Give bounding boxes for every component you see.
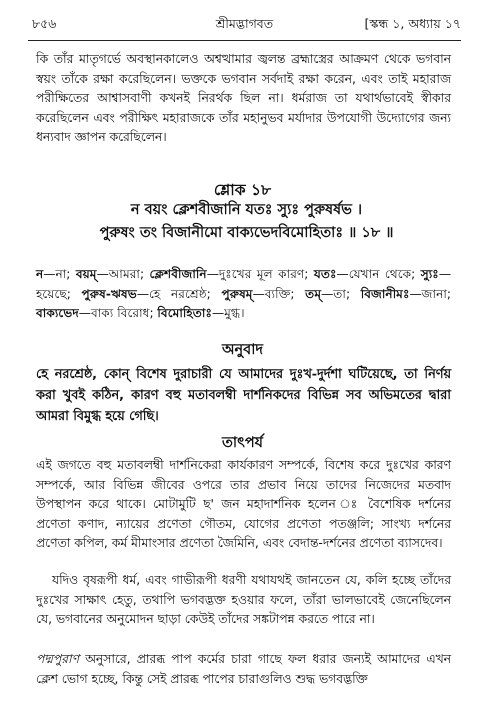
synonym-word: পুরুষম্ <box>221 286 253 301</box>
purport-paragraph-3 <box>36 650 451 689</box>
synonym-meaning: —না; <box>43 267 76 281</box>
scripture-reference: পদ্মপুরাণ <box>36 652 80 666</box>
synonym-word: স্যুঃ <box>420 267 439 281</box>
synonym-word: যতঃ <box>313 267 337 281</box>
purport-paragraph-1: এই জগতে বহু মতাবলম্বী দার্শনিকেরা কার্যকারণ সম্পর্কে, বিশেষ করে দুঃখের কারণ সম্পর্কে, আর বিভিন্ন জীবের ওপরে তার প্রভাব নিয়ে তাদের নিজেদের মতবাদ উপস্থাপন করে থাকে। মোটামুটি ছ' জন মহাদার্শনিক হলেন ঃ বৈশেষিক দর্শনের প্রণেতা কণাদ, ন্যায়ের প্রণেতা গৌতম, যোগের প্রণেতা পতঞ্জলি; সাংখ্য দর্শনের প্রণেতা কপিল, কর্ম মীমাংসার প্রণেতা জৈমিনি, এবং বেদান্ত-দর্শনের প্রণেতা ব্যাসদেব। <box>36 458 451 550</box>
word-meanings <box>36 265 451 324</box>
book-title: শ্রীমদ্ভাগবত <box>215 16 274 31</box>
header-divider <box>28 40 461 41</box>
synonym-word: ক্লেশবীজানি <box>149 267 207 281</box>
synonym-meaning: —জানা; <box>409 286 451 301</box>
synonym-word: বয়ম্ <box>75 267 97 281</box>
synonym-word: বাক্যভেদ <box>36 306 79 320</box>
synonym-meaning: —মুগ্ধ। <box>211 306 245 320</box>
synonym-word: ন <box>36 267 44 281</box>
synonym-meaning: —ব্যক্তি; <box>252 286 306 301</box>
verse-line-1: ন বয়ং ক্লেশবীজানি যতঃ স্যুঃ পুরুষর্ষভ । <box>130 202 363 218</box>
synonym-meaning: —যেখান থেকে; <box>336 267 421 281</box>
synonym-meaning: —হে নরশ্রেষ্ঠ; <box>136 286 222 301</box>
synonym-word: বিজানীমঃ <box>360 286 410 301</box>
verse-text <box>40 199 453 245</box>
translation-heading: অনুবাদ <box>221 342 264 358</box>
synonym-meaning: —তা; <box>321 286 361 301</box>
synonym-meaning: —বাক্য বিরোধ; <box>78 306 158 320</box>
purport-paragraph-2: যদিও বৃষরূপী ধর্ম, এবং গাভীরূপী ধরণী যথাযথই জানতেন যে, কলি হচ্ছে তাঁদের দুঃখের সাক্ষাৎ হেতু, তথাপি ভগবদ্ভক্ত হওয়ার ফলে, তাঁরা ভালভাবেই জেনেছিলেন যে, ভগবানের অনুমোদন ছাড়া কেউই তাঁদের সঙ্কটাপন্ন করতে পারে না। <box>36 573 451 626</box>
purport-continued-paragraph: কি তাঁর মাতৃগর্ভে অবস্থানকালেও অশ্বত্থামার জ্বলন্ত ব্রহ্মাস্ত্রের আক্রমণ থেকে ভগবান স্বয়ং তাঁকে রক্ষা করেছিলেন। ভক্তকে ভগবান সর্বদাই রক্ষা করেন, এবং তাই মহারাজ পরীক্ষিতের আশ্বাসবাণী কখনই নিরর্থক ছিল না। ধর্মরাজ তা যথার্থভাবেই স্বীকার করেছিলেন এবং পরীক্ষিৎ মহারাজকে তাঁর মহানুভব মর্যাদার উপযোগী উদ্যোগের জন্য ধন্যবাদ জ্ঞাপন করেছিলেন। <box>36 52 451 144</box>
purport-paragraph-3-text: অনুসারে, প্রারব্ধ পাপ কর্মের চারা গাছে ফল ধরার জন্যই আমাদের এখন ক্লেশ ভোগ হচ্ছে, কিন্তু সেই প্রারব্ধ পাপের চারাগুলিও শুদ্ধ ভগবদ্ভক্তি <box>36 652 451 686</box>
section-reference: [স্কন্ধ ১, অধ্যায় ১৭ <box>364 16 461 31</box>
synonym-meaning: —হয়েছে; <box>36 267 451 301</box>
purport-heading: তাৎপর্য <box>221 435 264 451</box>
translation-text: হে নরশ্রেষ্ঠ, কোন্ বিশেষ দুরাচারী যে আমাদের দুঃখ-দুর্দশা ঘটিয়েছে, তা নির্ণয় করা খুবই কঠিন, কারণ বহু মতাবলম্বী দার্শনিকদের বিভিন্ন সব অভিমতের দ্বারা আমরা বিমুগ্ধ হয়ে গেছি। <box>36 367 451 424</box>
synonym-meaning: —দুঃখের মূল কারণ; <box>206 267 314 281</box>
verse-heading: শ্লোক ১৮ <box>213 181 272 199</box>
page-number: ৮৫৬ <box>32 16 57 31</box>
synonym-word: পুরুষ-ঋষভ <box>81 286 137 301</box>
synonym-meaning: —আমরা; <box>96 267 150 281</box>
synonym-word: বিমোহিতাঃ <box>157 306 212 320</box>
verse-line-2: পুরুষং তং বিজানীমো বাক্যভেদবিমোহিতাঃ ॥ ১৮ ॥ <box>99 225 394 241</box>
page-header <box>28 14 461 34</box>
synonym-word: তম্ <box>305 286 322 301</box>
